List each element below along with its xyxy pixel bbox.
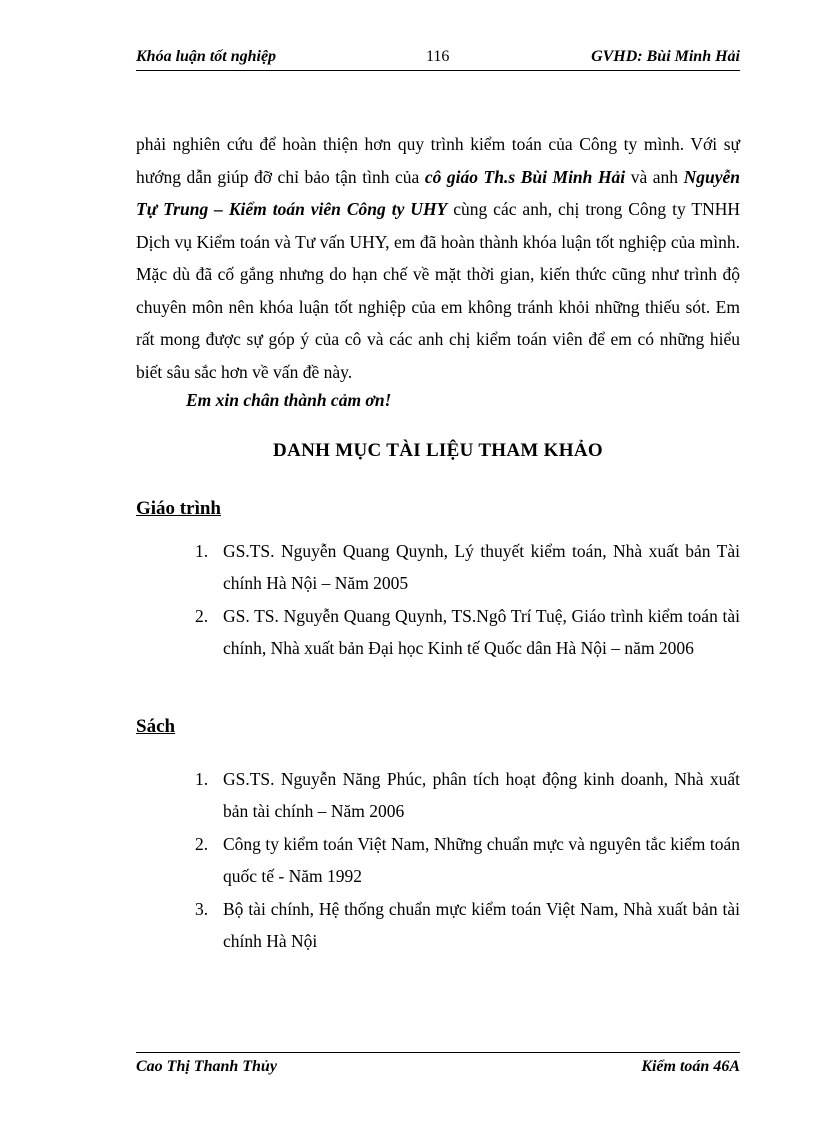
list-item-text: Công ty kiểm toán Việt Nam, Những chuẩn mực và nguyên tắc kiểm toán quốc tế - Năm 1992 (223, 834, 740, 886)
header-thesis-label: Khóa luận tốt nghiệp (136, 48, 277, 65)
thanks-line: Em xin chân thành cảm ơn! (186, 390, 392, 410)
list-item (190, 763, 740, 827)
books-heading: Sách (136, 716, 176, 737)
list-item-number: 1. (195, 769, 209, 789)
references-title: DANH MỤC TÀI LIỆU THAM KHẢO (273, 440, 603, 461)
paragraph-text: cùng các anh, chị trong Công ty TNHH Dịch vụ Kiểm toán và Tư vấn UHY, em đã hoàn thành khóa luận tốt nghiệp của mình. Mặc dù đã cố gắng nhưng do hạn chế về mặt thời gian, kiến thức cũng như trình độ chuyên môn nên khóa luận tốt nghiệp của em không tránh khỏi những thiếu sót. Em rất mong được sự góp ý của cô và các anh chị kiểm toán viên để em có những hiểu biết sâu sắc hơn về vấn đề này. (136, 199, 740, 382)
page-footer (136, 1052, 740, 1075)
page-header (136, 48, 740, 71)
supervisor-name: cô giáo Th.s Bùi Minh Hải (424, 166, 626, 187)
paragraph-text: và anh (625, 166, 684, 187)
textbooks-heading: Giáo trình (136, 498, 221, 519)
list-item-number: 1. (195, 541, 209, 561)
list-item-text: GS.TS. Nguyễn Quang Quynh, Lý thuyết kiểm toán, Nhà xuất bản Tài chính Hà Nội – Năm 2005 (223, 541, 740, 593)
list-item-text: GS. TS. Nguyễn Quang Quynh, TS.Ngô Trí Tuệ, Giáo trình kiểm toán tài chính, Nhà xuất bản Đại học Kinh tế Quốc dân Hà Nội – năm 2006 (223, 606, 740, 658)
list-item (190, 828, 740, 892)
footer-author: Cao Thị Thanh Thủy (136, 1058, 277, 1075)
list-item (190, 893, 740, 957)
list-item-number: 3. (195, 899, 209, 919)
header-supervisor: GVHD: Bùi Minh Hải (591, 48, 740, 65)
list-item (190, 535, 740, 599)
books-list (190, 763, 740, 958)
list-item-text: GS.TS. Nguyễn Năng Phúc, phân tích hoạt động kinh doanh, Nhà xuất bản tài chính – Năm 2006 (223, 769, 740, 821)
paragraph-text: phải nghiên cứu để hoàn thiện hơn quy trình kiểm toán của Công ty mình. Với sự hướng dẫn giúp đỡ chỉ bảo tận tình của (136, 134, 740, 187)
list-item-number: 2. (195, 606, 209, 626)
page-number: 116 (426, 48, 450, 65)
list-item-number: 2. (195, 834, 209, 854)
list-item-text: Bộ tài chính, Hệ thống chuẩn mực kiểm toán Việt Nam, Nhà xuất bản tài chính Hà Nội (223, 899, 740, 951)
textbooks-list (190, 535, 740, 665)
auditor-name: Nguyễn Tự Trung – Kiểm toán viên Công ty UHY (136, 166, 740, 219)
list-item (190, 600, 740, 664)
acknowledgement-paragraph (136, 128, 740, 388)
footer-class: Kiểm toán 46A (641, 1058, 740, 1075)
